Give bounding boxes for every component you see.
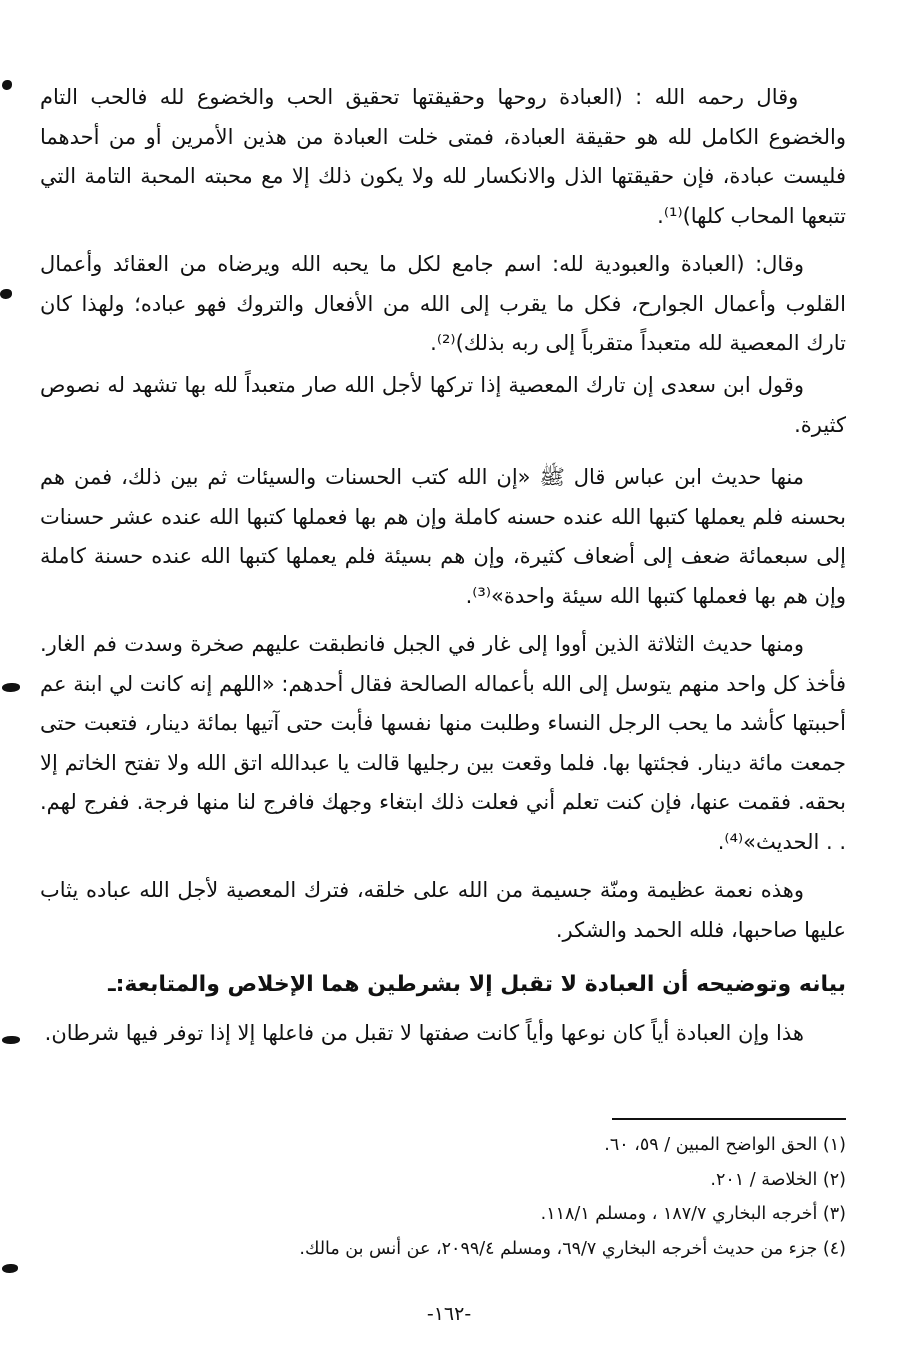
ink-blot-mark xyxy=(0,289,12,299)
paragraph-line: فم الغار. فأخذ كل واحد منهم يتوسل إلى الله بأعماله الصالحة فقال أحدهم: «اللهم xyxy=(40,632,846,696)
paragraph-line: آتيها بمائة دينار، فتعبت حتى جمعت مائة دينار. فجئتها بها. فلما وقعت بين رجليها قالت xyxy=(40,711,846,775)
paragraph-line: كتبها الله عنده حسنة كاملة وإن هم بها فعملها كتبها الله سيئة واحدة»⁽³⁾. xyxy=(40,544,846,608)
paragraph-2 xyxy=(40,245,846,364)
paragraph-line: يا عبدالله اتق الله ولا تفتح الخاتم إلا بحقه. فقمت عنها، فإن كنت تعلم أني فعلت xyxy=(40,750,846,814)
paragraph-5 xyxy=(40,625,846,862)
paragraph-line: وقال رحمه الله : (العبادة روحها وحقيقتها تحقيق الحب والخضوع لله فالحب التام xyxy=(40,85,799,109)
section-heading: بيانه وتوضيحه أن العبادة لا تقبل إلا بشرطين هما الإخلاص والمتابعة:ـ xyxy=(108,972,846,997)
paragraph-line: فيها شرطان. xyxy=(44,1021,159,1045)
body-text xyxy=(40,625,846,862)
footnote-separator xyxy=(612,1118,846,1120)
paragraph-6 xyxy=(40,871,846,950)
paragraph-line: عنده عشر حسنات إلى سبعمائة ضعف إلى أضعاف كثيرة، وإن هم بسيئة فلم يعملها xyxy=(40,504,846,568)
paragraph-line: فمن هم بحسنه فلم يعملها كتبها الله عنده حسنه كاملة وإن هم بها فعملها كتبها الله xyxy=(40,465,846,529)
paragraph-line: ومنها حديث الثلاثة الذين أووا إلى غار في الجبل فانطبقت عليهم صخرة وسدت xyxy=(116,632,804,656)
paragraph-line: وهذه نعمة عظيمة ومنّة جسيمة من الله على خلقه، فترك المعصية لأجل الله عباده xyxy=(78,878,804,902)
paragraph-line: له نصوص كثيرة. xyxy=(40,373,846,437)
paragraph-line: إنه كانت لي ابنة عم أحببتها كأشد ما يحب الرجل النساء وطلبت منها نفسها فأبت حتى xyxy=(40,671,846,735)
paragraph-line: يثاب عليها صاحبها، فلله الحمد والشكر. xyxy=(40,878,846,942)
paragraph-3 xyxy=(40,366,846,445)
body-text xyxy=(40,366,846,445)
body-text xyxy=(40,245,846,364)
paragraph-line: هذا وإن العبادة أياً كان نوعها وأياً كانت صفتها لا تقبل من فاعلها إلا إذا توفر xyxy=(158,1021,804,1045)
page-number: -١٦٢- xyxy=(426,1303,472,1325)
paragraph-line: المحبة التامة التي تتبعها المحاب كلها)⁽¹⁾. xyxy=(40,164,846,228)
section-heading-block xyxy=(40,965,846,1005)
ink-blot-mark xyxy=(2,1264,18,1273)
paragraph-line: منها حديث ابن عباس قال ﷺ «إن الله كتب الحسنات والسيئات ثم بين ذلك، xyxy=(112,465,804,489)
paragraph-line: والخضوع الكامل لله هو حقيقة العبادة، فمتى خلت العبادة من هذين الأمرين أو من xyxy=(99,124,846,149)
footnote-1: (١) الحق الواضح المبين / ٥٩، ٦٠. xyxy=(604,1135,846,1155)
ink-blot-mark xyxy=(2,80,12,90)
paragraph-line: ذلك ابتغاء وجهك فافرج لنا منها فرجة. ففرج لهم. . . الحديث»⁽⁴⁾. xyxy=(40,790,846,854)
paragraph-1 xyxy=(40,78,846,236)
body-text xyxy=(40,78,846,236)
paragraph-4 xyxy=(40,458,846,616)
paragraph-line: ولهذا كان تارك المعصية لله متعبداً متقرباً إلى ربه بذلك)⁽²⁾. xyxy=(40,291,846,355)
ink-blot-mark xyxy=(2,683,20,692)
closing-paragraph xyxy=(40,1014,846,1054)
body-text xyxy=(40,458,846,616)
ink-blot-mark xyxy=(2,1036,20,1044)
body-text xyxy=(40,1014,846,1054)
footnote-3: (٣) أخرجه البخاري ١٨٧/٧ ، ومسلم ١١٨/١. xyxy=(540,1204,846,1224)
paragraph-line: أحدهما فليست عبادة، فإن حقيقتها الذل والانكسار لله ولا يكون ذلك إلا مع محبته xyxy=(40,124,846,188)
footnote-2: (٢) الخلاصة / ٢٠١. xyxy=(710,1169,846,1190)
paragraph-line: وقال: (العبادة والعبودية لله: اسم جامع لكل ما يحبه الله ويرضاه من العقائد xyxy=(102,252,804,276)
paragraph-line: وأعمال القلوب وأعمال الجوارح، فكل ما يقرب إلى الله من الأفعال والتروك فهو عباده؛ xyxy=(40,252,846,316)
body-text xyxy=(40,871,846,950)
footnote-4: (٤) جزء من حديث أخرجه البخاري ٦٩/٧، ومسلم ٢٠٩٩/٤، عن أنس بن مالك. xyxy=(299,1238,846,1259)
footnotes xyxy=(40,1128,846,1266)
paragraph-line: وقول ابن سعدى إن تارك المعصية إذا تركها لأجل الله صار متعبداً لله بها تشهد xyxy=(125,373,804,397)
